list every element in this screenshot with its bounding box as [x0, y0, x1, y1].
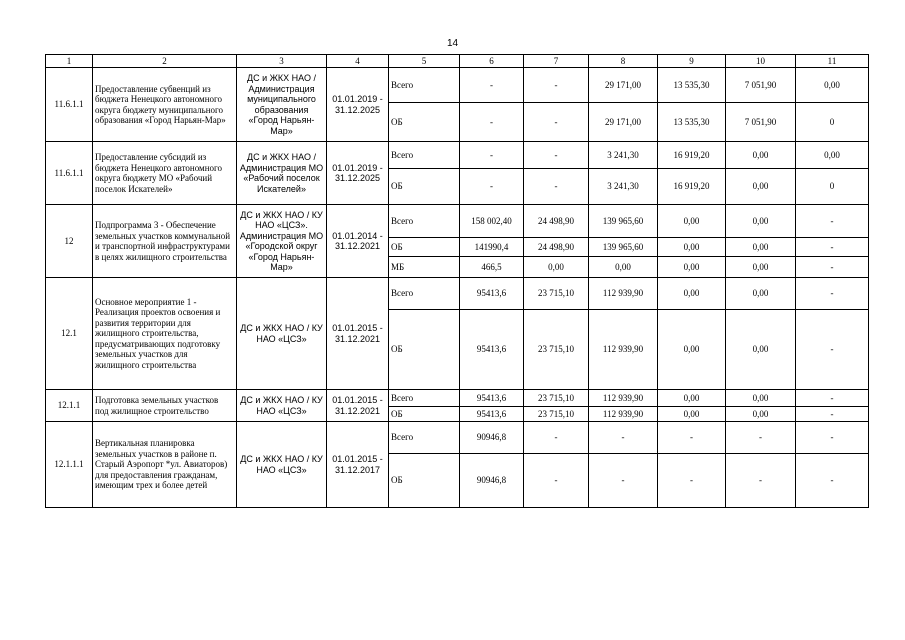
- table-row: [46, 422, 869, 454]
- funding-source: ОБ: [389, 310, 460, 390]
- funding-c11: -: [796, 205, 869, 238]
- funding-c8: 112 939,90: [589, 390, 658, 407]
- funding-c11: -: [796, 238, 869, 257]
- funding-c10: 0,00: [726, 310, 796, 390]
- row-executor: ДС и ЖКХ НАО / Администрация муниципального образования «Город Нарьян-Мар»: [237, 68, 327, 142]
- funding-source: Всего: [389, 278, 460, 310]
- funding-source: ОБ: [389, 407, 460, 422]
- funding-c8: 112 939,90: [589, 407, 658, 422]
- funding-c7: 24 498,90: [524, 238, 589, 257]
- row-period: 01.01.2015 - 31.12.2021: [327, 278, 389, 390]
- funding-c11: -: [796, 257, 869, 278]
- row-period: 01.01.2015 - 31.12.2021: [327, 390, 389, 422]
- funding-c8: 139 965,60: [589, 205, 658, 238]
- funding-c11: -: [796, 407, 869, 422]
- funding-c6: -: [460, 169, 524, 205]
- funding-source: МБ: [389, 257, 460, 278]
- row-code: 11.6.1.1: [46, 68, 93, 142]
- funding-c9: 0,00: [658, 390, 726, 407]
- funding-c8: 3 241,30: [589, 142, 658, 169]
- funding-c10: 0,00: [726, 257, 796, 278]
- funding-c9: -: [658, 454, 726, 508]
- funding-c11: 0,00: [796, 142, 869, 169]
- row-name: Предоставление субсидий из бюджета Ненецкого автономного округа бюджету МО «Рабочий поселок Искателей»: [93, 142, 237, 205]
- funding-c8: -: [589, 422, 658, 454]
- column-number-row: [46, 55, 869, 68]
- funding-c6: 95413,6: [460, 278, 524, 310]
- row-name: Предоставление субвенций из бюджета Ненецкого автономного округа бюджету муниципального образования «Город Нарьян-Мар»: [93, 68, 237, 142]
- funding-c6: 95413,6: [460, 390, 524, 407]
- page-number: 14: [446, 38, 459, 49]
- funding-source: Всего: [389, 205, 460, 238]
- funding-c6: 158 002,40: [460, 205, 524, 238]
- funding-c7: 0,00: [524, 257, 589, 278]
- row-executor: ДС и ЖКХ НАО / КУ НАО «ЦСЗ»: [237, 278, 327, 390]
- funding-c9: 0,00: [658, 310, 726, 390]
- funding-c9: 0,00: [658, 205, 726, 238]
- table-row: [46, 390, 869, 407]
- funding-c10: 0,00: [726, 390, 796, 407]
- funding-c7: -: [524, 422, 589, 454]
- row-code: 12.1.1: [46, 390, 93, 422]
- funding-c7: -: [524, 454, 589, 508]
- table-row: [46, 142, 869, 169]
- funding-c11: -: [796, 422, 869, 454]
- funding-c10: 0,00: [726, 205, 796, 238]
- funding-c7: -: [524, 142, 589, 169]
- program-table: [45, 54, 869, 508]
- funding-c11: -: [796, 310, 869, 390]
- funding-c6: 90946,8: [460, 454, 524, 508]
- funding-c10: 0,00: [726, 278, 796, 310]
- col-header-1: 1: [46, 55, 93, 68]
- row-code: 12.1: [46, 278, 93, 390]
- funding-c7: -: [524, 169, 589, 205]
- funding-source: Всего: [389, 422, 460, 454]
- row-period: 01.01.2019 - 31.12.2025: [327, 142, 389, 205]
- col-header-10: 10: [726, 55, 796, 68]
- row-name: Основное мероприятие 1 - Реализация проектов освоения и развития территории для жилищного строительства, предусматривающих подготовку земельных участков для жилищного строительства: [93, 278, 237, 390]
- funding-c11: -: [796, 278, 869, 310]
- funding-c8: 3 241,30: [589, 169, 658, 205]
- funding-c7: 23 715,10: [524, 278, 589, 310]
- col-header-8: 8: [589, 55, 658, 68]
- funding-c7: -: [524, 103, 589, 142]
- funding-c8: 112 939,90: [589, 278, 658, 310]
- table-row: [46, 68, 869, 103]
- col-header-4: 4: [327, 55, 389, 68]
- funding-c6: 95413,6: [460, 407, 524, 422]
- funding-c9: 0,00: [658, 238, 726, 257]
- funding-c10: 0,00: [726, 142, 796, 169]
- funding-c7: 23 715,10: [524, 310, 589, 390]
- funding-c10: -: [726, 422, 796, 454]
- funding-c8: 29 171,00: [589, 68, 658, 103]
- col-header-5: 5: [389, 55, 460, 68]
- funding-c11: -: [796, 390, 869, 407]
- funding-c10: 7 051,90: [726, 68, 796, 103]
- funding-c10: 0,00: [726, 407, 796, 422]
- row-executor: ДС и ЖКХ НАО / Администрация МО «Рабочий поселок Искателей»: [237, 142, 327, 205]
- funding-source: ОБ: [389, 454, 460, 508]
- funding-c9: 0,00: [658, 278, 726, 310]
- row-code: 12: [46, 205, 93, 278]
- funding-c11: 0,00: [796, 68, 869, 103]
- funding-c11: 0: [796, 169, 869, 205]
- row-name: Вертикальная планировка земельных участков в районе п. Старый Аэропорт *ул. Авиаторов) для предоставления гражданам, имеющим трех и более детей: [93, 422, 237, 508]
- col-header-2: 2: [93, 55, 237, 68]
- funding-c6: 90946,8: [460, 422, 524, 454]
- funding-c8: -: [589, 454, 658, 508]
- funding-c8: 112 939,90: [589, 310, 658, 390]
- row-executor: ДС и ЖКХ НАО / КУ НАО «ЦСЗ»: [237, 422, 327, 508]
- funding-c10: 0,00: [726, 169, 796, 205]
- table-row: [46, 205, 869, 238]
- funding-c11: 0: [796, 103, 869, 142]
- row-period: 01.01.2015 - 31.12.2017: [327, 422, 389, 508]
- row-name: Подпрограмма 3 - Обеспечение земельных участков коммунальной и транспортной инфраструктурами в целях жилищного строительства: [93, 205, 237, 278]
- table-row: [46, 278, 869, 310]
- funding-source: Всего: [389, 390, 460, 407]
- col-header-3: 3: [237, 55, 327, 68]
- funding-c8: 0,00: [589, 257, 658, 278]
- funding-c11: -: [796, 454, 869, 508]
- funding-c9: 16 919,20: [658, 142, 726, 169]
- funding-c10: 0,00: [726, 238, 796, 257]
- row-period: 01.01.2019 - 31.12.2025: [327, 68, 389, 142]
- col-header-9: 9: [658, 55, 726, 68]
- row-period: 01.01.2014 - 31.12.2021: [327, 205, 389, 278]
- col-header-11: 11: [796, 55, 869, 68]
- funding-c10: -: [726, 454, 796, 508]
- funding-c6: -: [460, 68, 524, 103]
- funding-c7: 23 715,10: [524, 407, 589, 422]
- funding-c9: -: [658, 422, 726, 454]
- funding-source: Всего: [389, 68, 460, 103]
- row-code: 11.6.1.1: [46, 142, 93, 205]
- col-header-7: 7: [524, 55, 589, 68]
- funding-c6: -: [460, 142, 524, 169]
- funding-c9: 13 535,30: [658, 68, 726, 103]
- funding-c8: 29 171,00: [589, 103, 658, 142]
- row-executor: ДС и ЖКХ НАО / КУ НАО «ЦСЗ»: [237, 390, 327, 422]
- funding-c7: 23 715,10: [524, 390, 589, 407]
- funding-c10: 7 051,90: [726, 103, 796, 142]
- funding-c6: 466,5: [460, 257, 524, 278]
- row-code: 12.1.1.1: [46, 422, 93, 508]
- row-name: Подготовка земельных участков под жилищное строительство: [93, 390, 237, 422]
- funding-c6: 141990,4: [460, 238, 524, 257]
- funding-c9: 16 919,20: [658, 169, 726, 205]
- row-executor: ДС и ЖКХ НАО / КУ НАО «ЦСЗ». Администрация МО «Городской округ «Город Нарьян-Мар»: [237, 205, 327, 278]
- funding-c8: 139 965,60: [589, 238, 658, 257]
- funding-c9: 13 535,30: [658, 103, 726, 142]
- funding-source: ОБ: [389, 169, 460, 205]
- funding-c7: -: [524, 68, 589, 103]
- funding-source: ОБ: [389, 238, 460, 257]
- funding-source: ОБ: [389, 103, 460, 142]
- funding-c7: 24 498,90: [524, 205, 589, 238]
- funding-c6: 95413,6: [460, 310, 524, 390]
- funding-source: Всего: [389, 142, 460, 169]
- col-header-6: 6: [460, 55, 524, 68]
- funding-c6: -: [460, 103, 524, 142]
- funding-c9: 0,00: [658, 257, 726, 278]
- funding-c9: 0,00: [658, 407, 726, 422]
